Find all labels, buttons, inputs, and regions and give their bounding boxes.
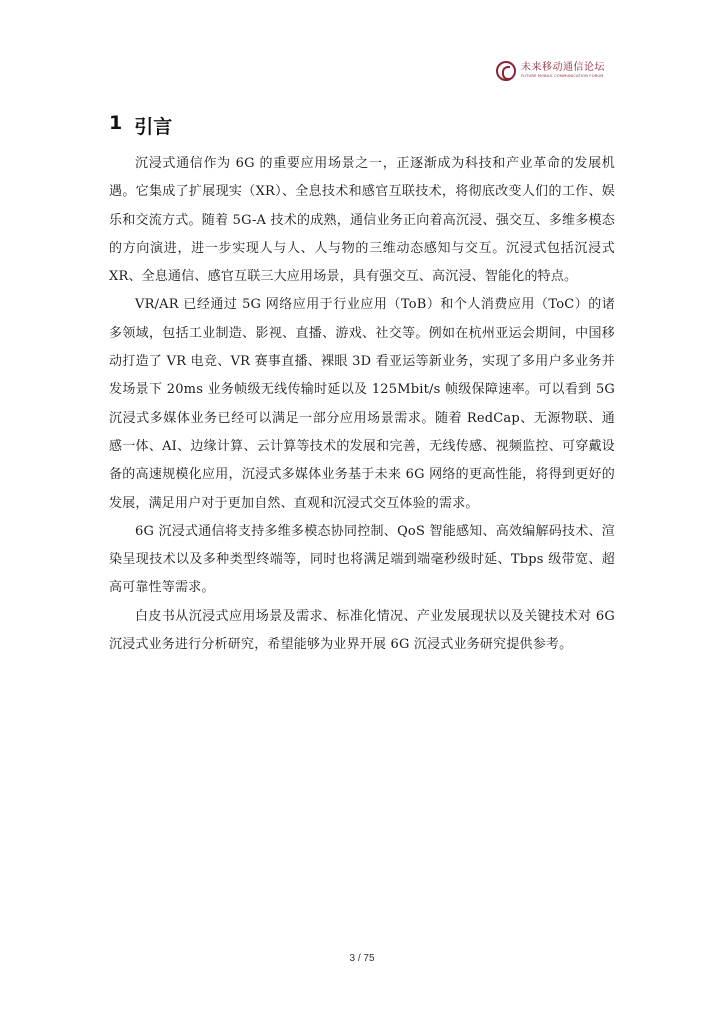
paragraph-6g-requirements: 6G 沉浸式通信将支持多维多模态协同控制、QoS 智能感知、高效编解码技术、渲染呈现技术以及多种类型终端等，同时也将满足端到端毫秒级时延、Tbps 级带宽、超高可靠性等需求。 — [109, 523, 615, 596]
paragraph-vr-ar: VR/AR 已经通过 5G 网络应用于行业应用（ToB）和个人消费应用（ToC）的诸多领域，包括工业制造、影视、直播、游戏、社交等。例如在杭州亚运会期间，中国移动打造了 VR 电竞、VR 赛事直播、裸眼 3D 看亚运等新业务，实现了多用户多业务并发场景下 20ms 业务帧级无线传输时延以及 125Mbit/s 帧级保障速率。可以看到 5G 沉浸式多媒体业务已经可以满足一部分应用场景需求。随着 RedCap、无源物联、通感一体、AI、边缘计算、云计算等技术的发展和完善，无线传感、视频监控、可穿戴设备的高速规模化应用，沉浸式多媒体业务基于未来 6G 网络的更高性能，将得到更好的发展，满足用户对于更加自然、直观和沉浸式交互体验的需求。 — [109, 297, 615, 511]
body-text — [109, 150, 615, 659]
forum-logo-icon — [496, 61, 516, 81]
page-number: 3 / 75 — [349, 953, 375, 964]
logo-english-name: FUTURE MOBILE COMMUNICATION FORUM — [521, 74, 604, 79]
paragraph-whitepaper-scope: 白皮书从沉浸式应用场景及需求、标准化情况、产业发展现状以及关键技术对 6G 沉浸式业务进行分析研究，希望能够为业界开展 6G 沉浸式业务研究提供参考。 — [109, 608, 615, 653]
section-number: 1 — [109, 112, 123, 134]
section-title: 引言 — [134, 116, 173, 138]
section-heading — [109, 112, 172, 139]
paragraph-intro: 沉浸式通信作为 6G 的重要应用场景之一，正逐渐成为科技和产业革命的发展机遇。它集成了扩展现实（XR）、全息技术和感官互联技术，将彻底改变人们的工作、娱乐和交流方式。随着 5G-A 技术的成熟，通信业务正向着高沉浸、强交互、多维多模态的方向演进，进一步实现人与人、人与物的三维动态感知与交互。沉浸式包括沉浸式 XR、全息通信、感官互联三大应用场景，具有强交互、高沉浸、智能化的特点。 — [109, 156, 615, 285]
forum-logo — [496, 56, 605, 86]
logo-text — [521, 63, 605, 79]
logo-chinese-name: 未来移动通信论坛 — [521, 62, 605, 74]
